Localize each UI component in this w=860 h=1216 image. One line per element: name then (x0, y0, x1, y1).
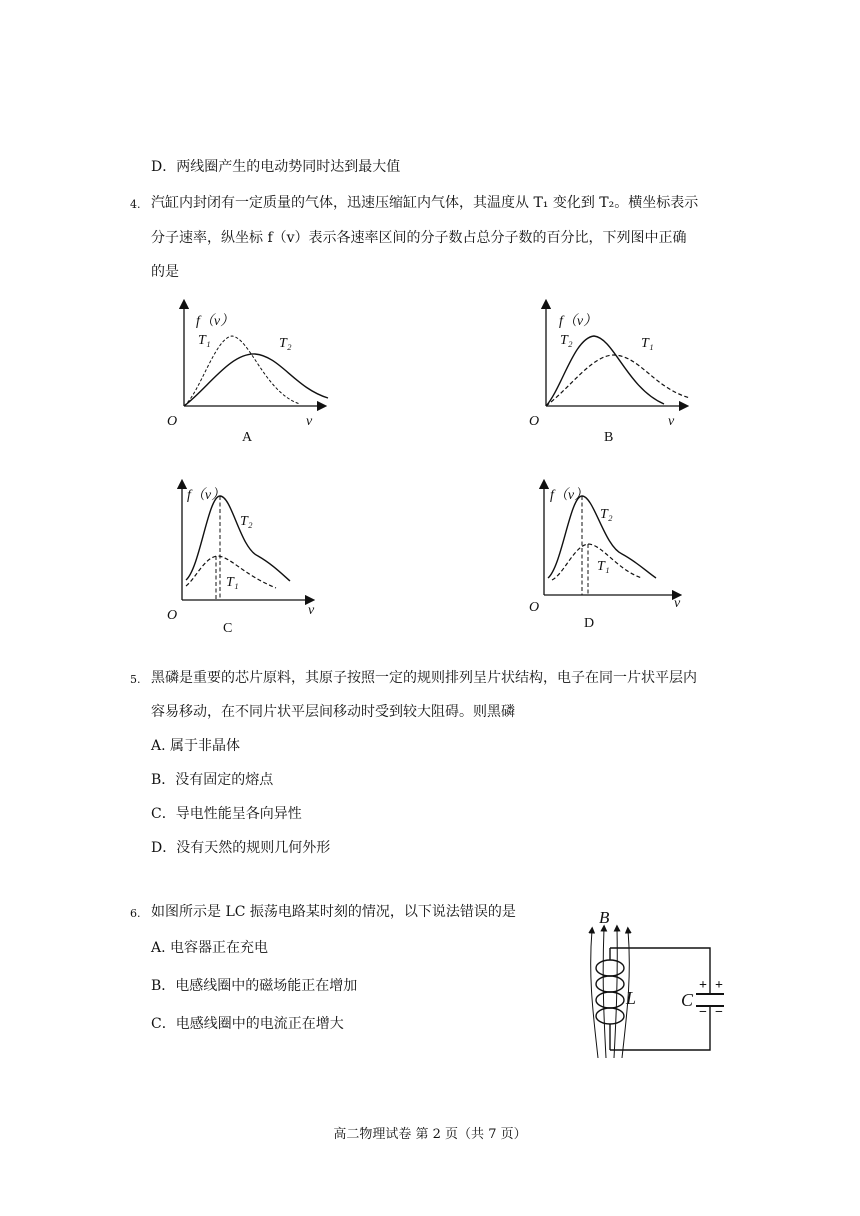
graph-a-curve2-label: T₂ (279, 336, 292, 351)
q4-stem-line2: 分子速率，纵坐标 f（v）表示各速率区间的分子数占总分子数的百分比，下列图中正确 (151, 230, 687, 246)
graph-c-svg (160, 478, 320, 608)
q6-option-a: A. 电容器正在充电 (151, 940, 269, 956)
graph-a-label: A (242, 430, 253, 445)
circuit-l-label: L (626, 988, 637, 1008)
graph-b-origin: O (529, 414, 540, 429)
q5-stem-line1: 黑磷是重要的芯片原料，其原子按照一定的规则排列呈片状结构，电子在同一片状平层内 (151, 670, 697, 686)
graph-b-label: B (604, 430, 614, 445)
q5-stem-line2: 容易移动，在不同片状平层间移动时受到较大阻碍。则黑磷 (151, 704, 515, 720)
q3-option-d: D．两线圈产生的电动势同时达到最大值 (151, 159, 401, 175)
q6-option-c: C．电感线圈中的电流正在增大 (151, 1016, 344, 1032)
graph-d-curve2-label: T₁ (597, 559, 610, 574)
graph-b-curve2-label: T₁ (641, 336, 654, 351)
page-footer: 高二物理试卷 第 2 页（共 7 页） (333, 1127, 527, 1142)
graph-d-label: D (584, 616, 595, 631)
graph-c-label: C (223, 621, 233, 636)
graph-d-ylabel: f（v） (550, 488, 589, 503)
q4-stem-line1: 汽缸内封闭有一定质量的气体，迅速压缩缸内气体，其温度从 T₁ 变化到 T₂。横坐标表示 (151, 195, 699, 211)
q4-stem-line3: 的是 (151, 264, 179, 280)
circuit-b-label: B (599, 908, 610, 927)
circuit-plus-right: + (715, 978, 723, 993)
graph-b-xlabel: v (668, 414, 675, 429)
circuit-minus-left: − (699, 1005, 707, 1020)
graph-a-ylabel: f（v） (196, 314, 235, 329)
q6-option-b: B．电感线圈中的磁场能正在增加 (151, 978, 358, 994)
q5-option-b: B．没有固定的熔点 (151, 772, 274, 788)
graph-a-xlabel: v (306, 414, 313, 429)
q5-option-d: D．没有天然的规则几何外形 (151, 840, 331, 856)
graph-d-curve1-label: T₂ (600, 507, 613, 522)
graph-d-svg (522, 478, 692, 608)
graph-c-curve1-label: T₂ (240, 514, 253, 529)
q5-option-c: C．导电性能呈各向异性 (151, 806, 302, 822)
graph-b-t1-curve (546, 355, 690, 406)
graph-c-origin: O (167, 608, 178, 623)
q6-number: 6. (130, 907, 141, 920)
graph-c-t2-curve (186, 496, 290, 581)
graph-b-curve1-label: T₂ (560, 333, 573, 348)
graph-c-xlabel: v (308, 603, 315, 618)
graph-c-ylabel: f（v） (187, 488, 226, 503)
q5-number: 5. (130, 673, 141, 686)
q5-option-a: A. 属于非晶体 (151, 738, 241, 754)
circuit-minus-right: − (715, 1005, 723, 1020)
graph-d-xlabel: v (674, 596, 681, 611)
graph-a-curve1-label: T₁ (198, 333, 211, 348)
q6-stem: 如图所示是 LC 振荡电路某时刻的情况，以下说法错误的是 (151, 904, 516, 920)
graph-a-origin: O (167, 414, 178, 429)
graph-a-svg (160, 298, 340, 423)
circuit-plus-left: + (699, 978, 707, 993)
graph-b-ylabel: f（v） (559, 314, 598, 329)
graph-c-curve2-label: T₁ (226, 575, 239, 590)
graph-d-origin: O (529, 600, 540, 615)
circuit-c-label: C (681, 990, 694, 1010)
q4-number: 4. (130, 198, 141, 211)
graph-b-svg (522, 298, 702, 423)
